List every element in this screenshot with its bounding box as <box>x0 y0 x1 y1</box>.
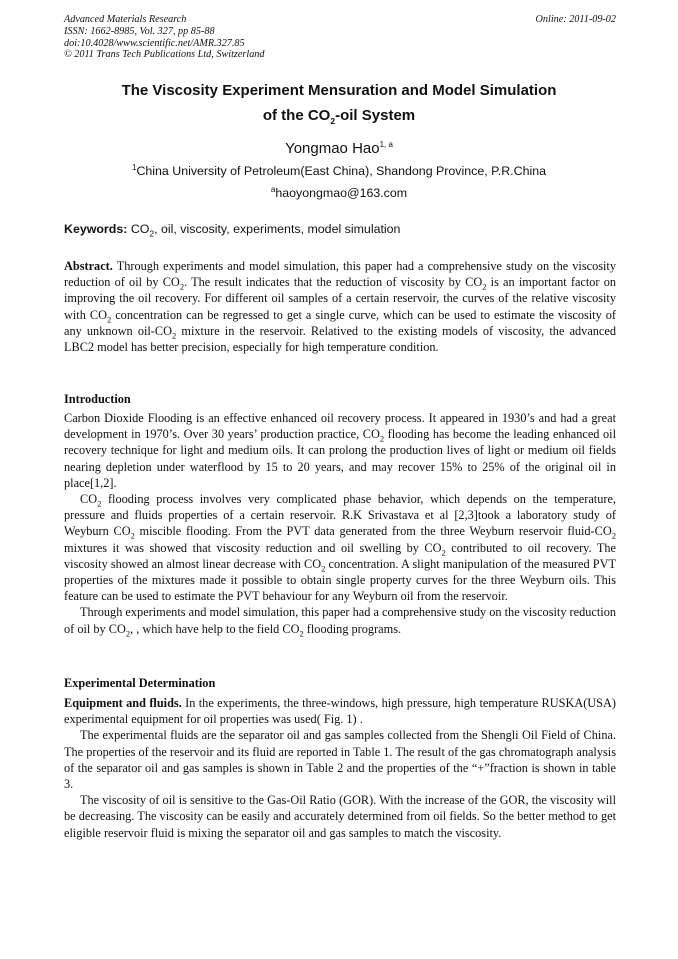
author <box>40 140 638 157</box>
exp-subheading: Equipment and fluids. <box>64 696 182 710</box>
paragraph-text: flooding programs. <box>303 621 402 636</box>
subscript: 2 <box>179 281 185 292</box>
subscript: 2 <box>125 628 131 639</box>
intro-paragraph-3 <box>64 604 616 639</box>
running-header <box>64 14 616 61</box>
keywords <box>64 222 616 239</box>
subscript: 2 <box>482 281 487 292</box>
abstract-text: Through experiments and model simulation, this paper had a comprehensive study on the viscosity reduction of oil by CO <box>64 259 616 290</box>
keywords-text: CO <box>130 222 150 236</box>
paragraph-text: miscible flooding. From the PVT data generated from the three Weyburn reservoir fluid-CO <box>134 524 612 539</box>
abstract-text: mixture in the reservoir. Relatived to the existing models of viscosity, the advanced LBC2 model has better precision, especially for high temperature condition. <box>64 323 616 355</box>
experimental-heading: Experimental Determination <box>64 676 216 690</box>
email-address: haoyongmao@163.com <box>275 186 408 200</box>
exp-paragraph-3: The viscosity of oil is sensitive to the Gas-Oil Ratio (GOR). With the increase of the GOR, the viscosity will be decreasing. The viscosity can be easily and accurately determined from oil fields. So the better method to get eligible reservoir fluid is mixing the separator oil and gas samples to match the viscosity. <box>64 793 616 840</box>
abstract-text: . The result indicates that the reduction of viscosity by CO <box>184 275 483 290</box>
subscript: 2 <box>97 498 102 509</box>
affiliation-superscript: 1 <box>131 162 137 172</box>
paragraph-text: flooding has become the leading enhanced oil recovery technique for light and medium oils. It can prolong the production lives of light or medium oil fields nearing depletion under waterflood by 15 to 20 years, and may recover 15% to 25% of the original oil in place[1,2]. <box>64 427 616 490</box>
paper-title-line-1: The Viscosity Experiment Mensuration and Model Simulation <box>121 82 557 99</box>
exp-paragraph-2: The experimental fluids are the separator oil and gas samples collected from the Shengli Oil Field of China. The properties of the reservoir and its fluid are reported in Table 1. The result of the gas chromatograph analysis of the separator oil and gas samples is shown in Table 2 and the properties of the “+”fraction is shown in table 3. <box>64 728 616 792</box>
email <box>40 186 638 200</box>
doi-line: doi:10.4028/www.scientific.net/AMR.327.85 <box>64 37 245 49</box>
paragraph-text: flooding process involves very complicated phase behavior, which depends on the temperature, pressure and fluids properties of a certain reservoir. R.K Srivastava et al [2,3]took a laboratory study of Weyburn CO <box>64 492 616 539</box>
abstract-text: concentration can be regressed to get a single curve, which can be used to estimate the viscosity of any unknown oil-CO <box>64 307 616 338</box>
experimental-body <box>64 695 616 841</box>
keywords-subscript: 2 <box>149 228 155 239</box>
paragraph-text: CO <box>80 492 98 507</box>
title-subscript: 2 <box>330 116 336 126</box>
title-text: of the CO <box>262 107 331 124</box>
subscript: 2 <box>379 433 385 444</box>
paragraph-text: Through experiments and model simulation, this paper had a comprehensive study on the viscosity reduction of oil by CO <box>64 605 616 636</box>
abstract-text: is an important factor on improving the oil recovery. For different oil samples of a certain reservoir, the curves of the relative viscosity with CO <box>64 275 617 322</box>
paragraph-text: Carbon Dioxide Flooding is an effective enhanced oil recovery process. It appeared in 1930’s and had a great development in 1970’s. Over 30 years’ production practice, CO <box>64 411 616 442</box>
copyright-line: © 2011 Trans Tech Publications Ltd, Switzerland <box>64 49 265 61</box>
keywords-text-end: , oil, viscosity, experiments, model simulation <box>154 222 401 236</box>
subscript: 2 <box>611 530 616 541</box>
paragraph-text: , , which have help to the field CO <box>130 621 300 636</box>
intro-paragraph-2 <box>64 491 616 604</box>
paragraph-text: concentration. A slight manipulation of the measured PVT properties of the mixtures made it possible to obtain single property curves for the three Weyburn oils. This feature can be used to estimate the PVT behaviour for any Weyburn oil from the reservoir. <box>64 556 616 604</box>
introduction-heading: Introduction <box>64 392 131 406</box>
subscript: 2 <box>172 330 177 341</box>
paragraph-text: contributed to oil recovery. The viscosity showed an almost linear decrease with CO <box>64 540 616 571</box>
subscript: 2 <box>321 563 326 574</box>
author-superscript: 1, a <box>379 140 393 149</box>
issn-line: ISSN: 1662-8985, Vol. 327, pp 85-88 <box>64 25 215 37</box>
keywords-label: Keywords: <box>64 222 128 236</box>
journal-name: Advanced Materials Research <box>64 14 187 25</box>
paragraph-text: In the experiments, the three-windows, high pressure, high temperature RUSKA(USA) experimental equipment for oil properties was used( Fig. 1) . <box>64 696 616 727</box>
email-superscript: a <box>270 184 276 194</box>
author-name: Yongmao Hao <box>285 140 380 157</box>
exp-paragraph-1 <box>64 695 616 727</box>
abstract-label: Abstract. <box>64 259 113 273</box>
subscript: 2 <box>441 547 446 558</box>
paper-title-line-2 <box>40 107 638 124</box>
subscript: 2 <box>130 530 135 541</box>
online-date: Online: 2011-09-02 <box>535 14 616 25</box>
paragraph-text: mixtures it was showed that viscosity reduction and oil swelling by CO <box>64 540 442 555</box>
intro-paragraph-1 <box>64 410 616 491</box>
title-text-end: -oil System <box>335 107 416 124</box>
abstract <box>64 258 616 355</box>
introduction-body <box>64 410 616 637</box>
subscript: 2 <box>299 628 304 639</box>
affiliation <box>40 164 638 178</box>
affiliation-text: China University of Petroleum(East China), Shandong Province, P.R.China <box>136 164 546 178</box>
subscript: 2 <box>106 314 112 325</box>
